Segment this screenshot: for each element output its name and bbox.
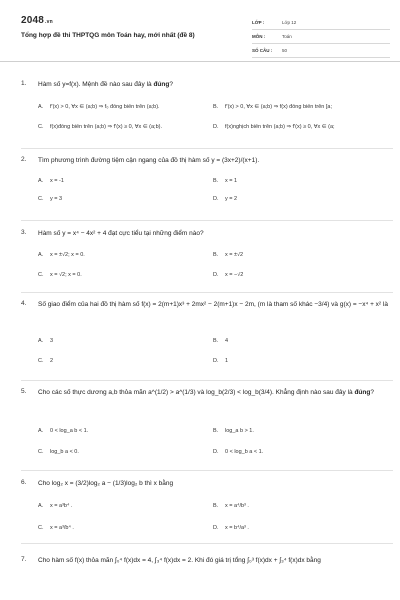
option-letter: D. — [213, 124, 219, 130]
option-d[interactable] — [213, 449, 393, 455]
option-letter: A. — [38, 503, 44, 509]
option-c[interactable] — [38, 358, 213, 364]
question-6 — [21, 479, 393, 539]
question-7 — [21, 556, 393, 596]
meta-subject-label: MÔN : — [252, 34, 266, 39]
option-a[interactable] — [38, 503, 213, 509]
option-text: f'(x) > 0, ∀x ∈ (a;b) ⇒ f₀ đồng biến trên (a;b). — [50, 104, 160, 110]
stem-emphasis: đúng — [153, 81, 170, 88]
option-text: 0 < log_b a < 1. — [225, 449, 264, 455]
option-text: 2 — [50, 358, 54, 364]
option-b[interactable] — [213, 178, 393, 184]
option-d[interactable] — [213, 525, 393, 531]
question-number: 1. — [21, 80, 27, 87]
stem-text: Hàm số y = x⁴ − 4x² + 4 đạt cực tiểu tại những điểm nào? — [38, 230, 204, 237]
option-text: x = √2; x = 0. — [50, 272, 82, 278]
question-2 — [21, 156, 393, 216]
exam-meta — [252, 19, 390, 61]
option-text: x = -1 — [50, 178, 64, 184]
option-b[interactable] — [213, 503, 393, 509]
question-5 — [21, 388, 393, 466]
option-d[interactable] — [213, 358, 393, 364]
question-stem — [38, 156, 393, 166]
question-4 — [21, 300, 393, 378]
option-text: x = a³b⁴ . — [50, 503, 73, 509]
option-b[interactable] — [213, 104, 393, 110]
option-letter: C. — [38, 449, 44, 455]
stem-emphasis: đúng — [354, 389, 371, 396]
question-divider — [21, 292, 393, 293]
question-divider — [21, 220, 393, 221]
stem-text-end: ? — [370, 389, 374, 396]
question-stem — [38, 479, 393, 489]
question-stem — [38, 229, 393, 239]
logo-suffix: .vn — [45, 19, 53, 25]
meta-count-label: SỐ CÂU : — [252, 48, 273, 53]
option-letter: B. — [213, 252, 219, 258]
question-number: 6. — [21, 479, 27, 486]
option-d[interactable] — [213, 124, 393, 130]
option-letter: C. — [38, 124, 44, 130]
stem-text-end: ? — [169, 81, 173, 88]
option-letter: B. — [213, 428, 219, 434]
question-stem — [38, 388, 393, 398]
question-number: 7. — [21, 556, 27, 563]
meta-class-label: LỚP : — [252, 20, 265, 25]
question-divider — [21, 380, 393, 381]
option-letter: C. — [38, 272, 44, 278]
question-divider — [21, 543, 393, 544]
question-3 — [21, 229, 393, 289]
question-1 — [21, 80, 393, 140]
option-text: y = 3 — [50, 196, 63, 202]
meta-count-value: 50 — [282, 48, 288, 53]
question-divider — [21, 148, 393, 149]
meta-class-row — [252, 19, 390, 30]
question-number: 2. — [21, 156, 27, 163]
option-text: x = a⁴/b³ . — [225, 503, 249, 509]
option-letter: D. — [213, 272, 219, 278]
document-header — [0, 0, 400, 62]
option-text: log_b a < 0. — [50, 449, 79, 455]
option-b[interactable] — [213, 428, 393, 434]
question-stem — [38, 80, 393, 90]
option-letter: D. — [213, 525, 219, 531]
option-letter: A. — [38, 252, 44, 258]
option-text: f'(x) > 0, ∀x ∈ (a;b) ⇒ f(x) đồng biến trên [a; — [225, 104, 332, 110]
option-a[interactable] — [38, 104, 213, 110]
logo-text: 2048 — [21, 15, 45, 26]
option-text: f(x)đồng biến trên (a;b) ⇒ f'(x) ≥ 0, ∀x ∈ (a;b). — [50, 124, 162, 130]
option-letter: A. — [38, 104, 44, 110]
meta-subject-row — [252, 33, 390, 44]
option-text: x = ±√2 — [225, 252, 244, 258]
option-letter: A. — [38, 428, 44, 434]
option-letter: B. — [213, 338, 219, 344]
question-number: 4. — [21, 300, 27, 307]
option-c[interactable] — [38, 196, 213, 202]
option-text: x = a³/b⁴ . — [50, 525, 74, 531]
option-d[interactable] — [213, 272, 393, 278]
question-stem — [38, 300, 393, 310]
option-letter: C. — [38, 525, 44, 531]
option-text: x = −√2 — [225, 272, 244, 278]
stem-text: Cho các số thực dương a,b thỏa mãn a^(1/2) > a^(1/3) và log_b(2/3) < log_b(3/4). Khẳng định nào sau đây là — [38, 389, 355, 396]
option-letter: C. — [38, 358, 44, 364]
question-number: 5. — [21, 388, 27, 395]
option-text: log_a b > 1. — [225, 428, 254, 434]
option-text: x = b⁴/a³ . — [225, 525, 249, 531]
option-c[interactable] — [38, 525, 213, 531]
option-letter: D. — [213, 358, 219, 364]
option-letter: B. — [213, 104, 219, 110]
option-text: x = ±√2; x = 0. — [50, 252, 85, 258]
option-b[interactable] — [213, 338, 393, 344]
stem-text: Cho log₂ x = (3/2)log₂ a − (1/3)log₂ b thì x bằng — [38, 480, 174, 487]
stem-text: Cho hàm số f(x) thỏa mãn ∫₀⁴ f(x)dx = 4, ∫₃⁴ f(x)dx = 2. Khi đó giá trị tổng ∫₀³ f(x)dx + ∫₃⁴ f(x)dx bằng — [38, 557, 321, 564]
meta-count-row — [252, 47, 390, 58]
option-letter: B. — [213, 503, 219, 509]
option-d[interactable] — [213, 196, 393, 202]
option-c[interactable] — [38, 449, 213, 455]
question-number: 3. — [21, 229, 27, 236]
option-letter: D. — [213, 196, 219, 202]
option-a[interactable] — [38, 178, 213, 184]
option-text: 4 — [225, 338, 229, 344]
option-text: 1 — [225, 358, 229, 364]
option-text: x = 1 — [225, 178, 238, 184]
stem-text: Tìm phương trình đường tiệm cận ngang của đồ thị hàm số y = (3x+2)/(x+1). — [38, 157, 260, 164]
option-text: 0 < log_a b < 1. — [50, 428, 89, 434]
site-logo[interactable] — [21, 15, 53, 26]
option-c[interactable] — [38, 124, 213, 130]
option-letter: C. — [38, 196, 44, 202]
meta-class-value: Lớp 12 — [282, 20, 297, 25]
option-c[interactable] — [38, 272, 213, 278]
option-text: f(x)nghịch biến trên (a;b) ⇒ f'(x) ≥ 0, ∀x ∈ (a; — [225, 124, 335, 130]
option-a[interactable] — [38, 428, 213, 434]
option-a[interactable] — [38, 338, 213, 344]
option-letter: D. — [213, 449, 219, 455]
option-letter: A. — [38, 178, 44, 184]
meta-subject-value: Toán — [282, 34, 292, 39]
option-letter: A. — [38, 338, 44, 344]
option-text: 3 — [50, 338, 54, 344]
question-divider — [21, 470, 393, 471]
option-a[interactable] — [38, 252, 213, 258]
stem-text: Số giao điểm của hai đồ thị hàm số f(x) = 2(m+1)x³ + 2mx² − 2(m+1)x − 2m, (m là tham số khác −3/4) và g(x) = −x⁴ + x² là — [38, 301, 388, 308]
question-stem — [38, 556, 393, 566]
option-b[interactable] — [213, 252, 393, 258]
option-letter: B. — [213, 178, 219, 184]
stem-text: Hàm số y=f(x). Mệnh đề nào sau đây là — [38, 81, 154, 88]
document-title: Tổng hợp đề thi THPTQG môn Toán hay, mới nhất (đề 8) — [21, 32, 195, 39]
option-text: y = 2 — [225, 196, 238, 202]
